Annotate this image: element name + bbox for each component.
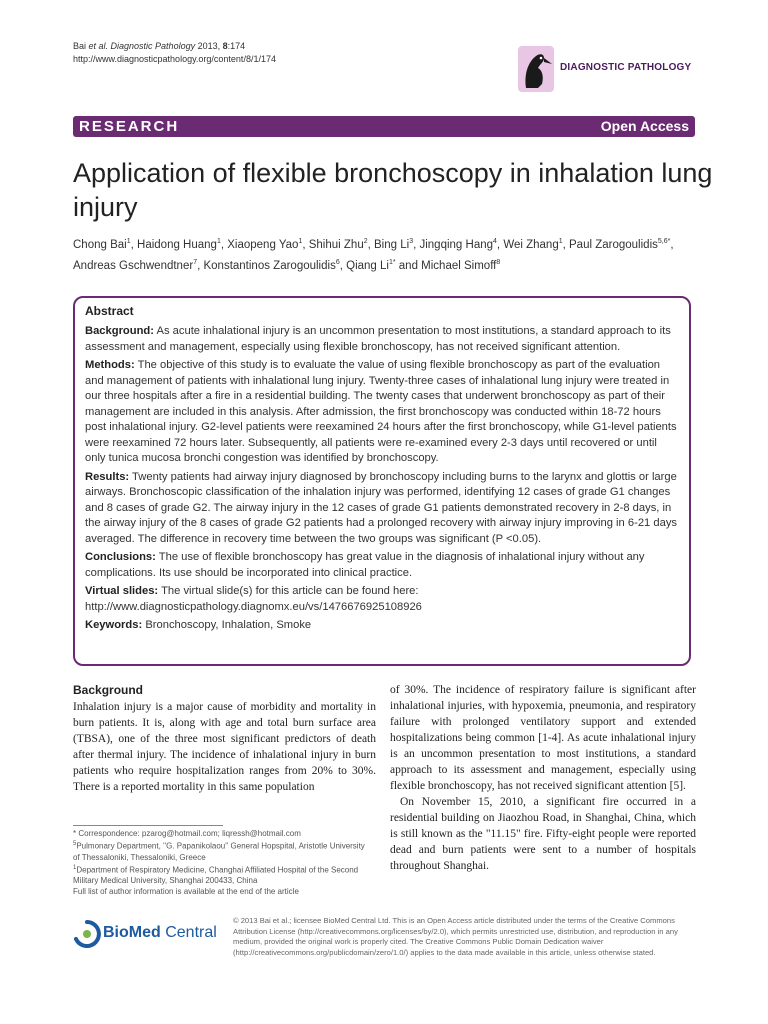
- citation-url[interactable]: http://www.diagnosticpathology.org/content/8/1/174: [73, 54, 276, 64]
- author-name: Paul Zarogoulidis: [569, 238, 658, 251]
- body-column-right: [390, 682, 696, 874]
- affiliation-5: $^5$Pulmonary Department, ''G. Papanikolaou'' General Hopspital, Aristotle University of Thessaloniki, Thessaloniki, Greece: [73, 841, 365, 862]
- author-name: Chong Bai: [73, 238, 127, 251]
- author-name: Konstantinos Zarogoulidis: [203, 259, 336, 272]
- abstract-keywords: Keywords: Bronchoscopy, Inhalation, Smoke: [85, 619, 312, 631]
- citation-journal: et al. Diagnostic Pathology: [88, 41, 196, 51]
- author-name: Xiaopeng Yao: [227, 238, 299, 251]
- journal-name: DIAGNOSTIC PATHOLOGY: [560, 62, 692, 73]
- author-affiliation-marker: 8: [496, 258, 501, 266]
- author-name: Andreas Gschwendtner: [73, 259, 194, 272]
- abstract-box: [73, 296, 691, 666]
- pelican-icon: [516, 44, 556, 94]
- author-affiliation-marker: 3: [409, 238, 414, 245]
- journal-logo: [516, 44, 706, 94]
- paragraph-fire: On November 15, 2010, a significant fire occurred in a residential building on Jiaozhou Road, in Shanghai, China, which is still known as the "11.15" fire. Fifty-eight people were reported dead and burn patients were sent to a number of hospitals throughout Shanghai.: [390, 796, 696, 872]
- footnote-divider: [73, 825, 223, 826]
- paragraph-continued: of 30%. The incidence of respiratory failure is significant after inhalational injuries, with hypoxemia, pneumonia, and respiratory failure with prolonged ventilatory support and extended hospitalizations being common [1-4]. As acute inhalational injury is an uncommon presentation to most institutions, a standard approach to its assessment and management, especially using flexible bronchoscopy, has not received significant attention [5].: [390, 684, 696, 792]
- abstract-methods: Methods: The objective of this study is to evaluate the value of using flexible bronchoscopy as part of the evaluation and management of patients with inhalational lung injury. Twenty-three cases of inhalational lung injury were treated in our three hospitals after a fire in a residential building. The twenty cases that underwent bronchoscopy as part of their management are included in this analysis. After admission, the first bronchoscopy was conducted within 18-72 hours post inhalational injury. G2-level patients were reexamined 24 hours after the first bronchoscopy, while G1-level patients were reexamined 72 hours later. Subsequently, all patients were re-examined every 2-3 days until recovered or until only tunica mucosa bronchi congestion was identified by bronchoscopy.: [85, 359, 677, 464]
- section-banner: [73, 116, 695, 137]
- publisher-logo: [73, 918, 223, 950]
- abstract-results: Results: Twenty patients had airway injury diagnosed by bronchoscopy including burns to the larynx and glottis or large airways. Bronchoscopic classification of the inhalation injury was performed, identifying 12 cases of grade G1 changes and 8 cases of grade G2. The airway injury in the 12 cases of grade G1 patients demonstrated recovery in 2-8 days, in the airway injury of the 8 cases of grade G2 patients had a prolonged recovery with airway injury improving in 6-21 days averaged. The difference in recovery time between the two groups was significant (P <0.05).: [85, 470, 678, 545]
- author-name: Jingqing Hang: [419, 238, 494, 251]
- abstract-virtual-slides: Virtual slides: The virtual slide(s) for this article can be found here: http://www.diagnosticpathology.diagnomx.eu/vs/1476676925108926: [85, 585, 422, 613]
- body-column-left: [73, 682, 376, 795]
- abstract-background: Background: As acute inhalational injury is an uncommon presentation to most institutions, a standard approach to its assessment and management, especially using flexible bronchoscopy, has not received significant attention.: [85, 325, 671, 353]
- author-affiliation-marker: 6: [335, 258, 340, 266]
- author-affiliation-marker: 1*: [388, 258, 396, 266]
- author-name: Wei Zhang: [503, 238, 559, 251]
- affiliation-1: $^1$Department of Respiratory Medicine, Changhai Affiliated Hospital of the Second Military Medical University, Shanghai 200433, China: [73, 864, 359, 886]
- footnotes: [73, 828, 373, 897]
- citation: [73, 40, 276, 66]
- citation-line: Bai et al. Diagnostic Pathology 2013, 8:174: [73, 41, 246, 51]
- author-affiliation-marker: 4: [493, 238, 497, 245]
- author-affiliation-marker: 1: [558, 238, 563, 245]
- license-text: © 2013 Bai et al.; licensee BioMed Central Ltd. This is an Open Access article distributed under the terms of the Creative Commons Attribution License (http://creativecommons.org/licenses/by/2.0), which permits unrestricted use, distribution, and reproduction in any medium, provided the original work is properly cited. The Creative Commons Public Domain Dedication waiver (http://creativecommons.org/publicdomain/zero/1.0/) applies to the data made available in this article, unless otherwise stated.: [233, 916, 678, 957]
- author-affiliation-marker: 7: [193, 258, 198, 266]
- author-name: Haidong Huang: [137, 238, 217, 251]
- correspondence: * Correspondence: pzarog@hotmail.com; liqressh@hotmail.com: [73, 829, 301, 838]
- background-heading: Background: [73, 683, 144, 697]
- author-name: Bing Li: [374, 238, 410, 251]
- author-list: Chong Bai$^1$, Haidong Huang$^1$, Xiaopeng Yao$^1$, Shihui Zhu$^2$, Bing Li$^3$, Jingqing Hang$^4$, Wei Zhang$^1$, Paul Zarogoulidis$^{5,6*}$, Andreas Gschwendtner$^7$, Konstantinos Zarogoulidis$^6$, Qiang $Li^{1*}$ and Michael Simoff$^8$: [73, 238, 674, 272]
- biomed-logo-icon: [73, 920, 101, 948]
- full-list-note: Full list of author information is available at the end of the article: [73, 887, 299, 897]
- author-affiliation-marker: 2: [363, 238, 368, 245]
- author-affiliation-marker: 1: [126, 238, 131, 245]
- author-name: Michael Simoff: [421, 259, 497, 272]
- background-paragraph: Inhalation injury is a major cause of morbidity and mortality in burn patients. It is, along with age and total burn surface area (TBSA), one of the three most significant predictors of death after thermal injury. The incidence of inhalational injury in burn patients who require hospitalization ranges from 20% to 30%. There is a reported mortality in this same population: [73, 701, 376, 793]
- abstract-heading: Abstract: [85, 304, 134, 318]
- author-name: Qiang Li: [346, 259, 389, 272]
- publisher-name: BioMed Central: [103, 924, 217, 941]
- author-affiliation-marker: 5,6*: [657, 238, 671, 245]
- open-access-label: Open Access: [600, 118, 689, 134]
- abstract-conclusions: Conclusions: The use of flexible bronchoscopy has great value in the diagnosis of inhalational injury without any complications. Its use should be incorporated into clinical practice.: [85, 551, 645, 579]
- author-affiliation-marker: 1: [216, 238, 221, 245]
- author-name: Shihui Zhu: [308, 238, 364, 251]
- author-affiliation-marker: 1: [298, 238, 303, 245]
- section-label: RESEARCH: [79, 118, 180, 135]
- article-title: Application of flexible bronchoscopy in inhalation lung injury: [73, 158, 713, 222]
